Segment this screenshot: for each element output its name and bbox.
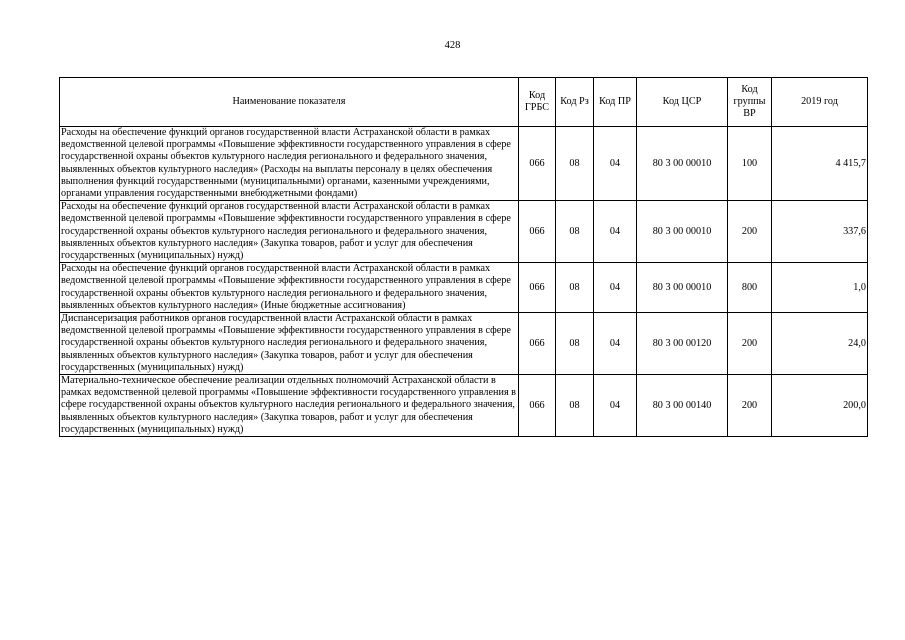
table-header-row [60,78,868,127]
page-number: 428 [444,40,461,51]
row-name: Материально-техническое обеспечение реализации отдельных полномочий Астраханской области в рамках ведомственной целевой программы «Повышение эффективности государственного управления в сфере государственной охраны объектов культурного наследия регионального и федерального значения, выявленных объектов культурного наследия» (Закупка товаров, работ и услуг для обеспечения государственных (муниципальных) нужд) [60,375,519,437]
row-csr: 80 3 00 00010 [637,263,728,313]
budget-table [59,77,868,437]
table-row [60,127,868,201]
row-csr: 80 3 00 00120 [637,313,728,375]
table-row [60,313,868,375]
row-pr: 04 [594,201,637,263]
row-amount: 4 415,7 [772,127,868,201]
row-name: Диспансеризация работников органов государственной власти Астраханской области в рамках ведомственной целевой программы «Повышение эффективности государственного управления в сфере государственной охраны объектов культурного наследия регионального и федерального значения, выявленных объектов культурного наследия» (Закупка товаров, работ и услуг для обеспечения государственных (муниципальных) нужд) [60,313,519,375]
header-grbs: Код ГРБС [519,78,556,127]
row-vr: 200 [728,201,772,263]
row-grbs: 066 [519,313,556,375]
row-grbs: 066 [519,375,556,437]
row-csr: 80 3 00 00010 [637,201,728,263]
row-rz: 08 [556,375,594,437]
row-grbs: 066 [519,127,556,201]
row-vr: 200 [728,375,772,437]
header-pr: Код ПР [594,78,637,127]
row-grbs: 066 [519,263,556,313]
row-amount: 1,0 [772,263,868,313]
row-amount: 24,0 [772,313,868,375]
row-pr: 04 [594,127,637,201]
row-vr: 100 [728,127,772,201]
table-row [60,263,868,313]
header-rz: Код Рз [556,78,594,127]
row-pr: 04 [594,313,637,375]
row-grbs: 066 [519,201,556,263]
row-csr: 80 3 00 00140 [637,375,728,437]
row-rz: 08 [556,263,594,313]
header-name: Наименование показателя [60,78,519,127]
row-name: Расходы на обеспечение функций органов государственной власти Астраханской области в рамках ведомственной целевой программы «Повышение эффективности государственного управления в сфере государственной охраны объектов культурного наследия регионального и федерального значения, выявленных объектов культурного наследия» (Закупка товаров, работ и услуг для обеспечения государственных (муниципальных) нужд) [60,201,519,263]
row-pr: 04 [594,263,637,313]
header-year: 2019 год [772,78,868,127]
row-rz: 08 [556,201,594,263]
header-vr: Код группы ВР [728,78,772,127]
row-rz: 08 [556,313,594,375]
row-name: Расходы на обеспечение функций органов государственной власти Астраханской области в рамках ведомственной целевой программы «Повышение эффективности государственного управления в сфере государственной охраны объектов культурного наследия регионального и федерального значения, выявленных объектов культурного наследия» (Расходы на выплаты персоналу в целях обеспечения выполнения функций государственными (муниципальными) органами, казенными учреждениями, органами управления государственными внебюджетными фондами) [60,127,519,201]
row-rz: 08 [556,127,594,201]
row-vr: 200 [728,313,772,375]
row-amount: 337,6 [772,201,868,263]
row-name: Расходы на обеспечение функций органов государственной власти Астраханской области в рамках ведомственной целевой программы «Повышение эффективности государственного управления в сфере государственной охраны объектов культурного наследия регионального и федерального значения, выявленных объектов культурного наследия» (Иные бюджетные ассигнования) [60,263,519,313]
row-amount: 200,0 [772,375,868,437]
header-csr: Код ЦСР [637,78,728,127]
row-vr: 800 [728,263,772,313]
table-row [60,375,868,437]
table-row [60,201,868,263]
row-csr: 80 3 00 00010 [637,127,728,201]
row-pr: 04 [594,375,637,437]
